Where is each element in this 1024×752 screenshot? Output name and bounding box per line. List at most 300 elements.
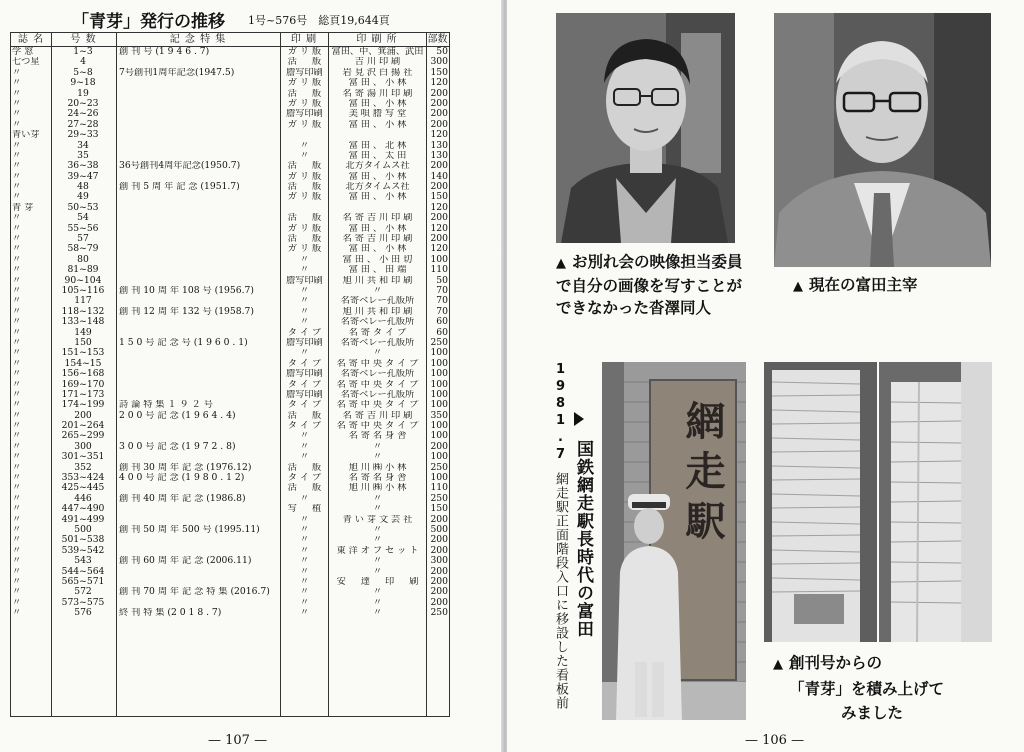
photo-tomita-present <box>774 13 991 267</box>
table-row <box>11 265 449 275</box>
table-cell-copies: 100 <box>430 358 448 369</box>
table-cell-print: 活 版 <box>287 213 322 224</box>
table-cell-no: 300 <box>74 441 92 452</box>
table-row <box>11 307 449 317</box>
table-row <box>11 317 449 327</box>
table-cell-printer: 名 寄 吉 川 印 刷 <box>342 234 413 245</box>
table-cell-no: 174~199 <box>61 400 105 411</box>
table-cell-name: 〃 <box>12 296 22 307</box>
table-cell-name: 〃 <box>12 150 22 161</box>
table-row <box>11 192 449 202</box>
table-cell-copies: 200 <box>430 597 448 608</box>
table-cell-copies: 250 <box>430 337 448 348</box>
table-cell-printer: 〃 <box>372 556 383 567</box>
table-cell-name: 〃 <box>12 317 22 328</box>
table-row <box>11 380 449 390</box>
left-page <box>0 0 503 752</box>
table-cell-name: 〃 <box>12 400 22 411</box>
page-subtitle: 1号~576号 総頁19,644頁 <box>248 14 390 27</box>
table-cell-print: 〃 <box>299 545 310 556</box>
table-cell-name: 〃 <box>12 410 22 421</box>
table-cell-no: 35 <box>77 150 89 161</box>
table-cell-copies: 150 <box>430 67 448 78</box>
table-cell-printer: 吉 川 印 刷 <box>354 57 401 68</box>
page-number-left: — 107 — <box>208 733 268 748</box>
table-cell-copies: 120 <box>430 78 448 89</box>
table-cell-name: 〃 <box>12 452 22 463</box>
table-cell-copies: 100 <box>430 389 448 400</box>
table-row <box>11 359 449 369</box>
table-cell-copies: 130 <box>430 140 448 151</box>
table-cell-no: 105~116 <box>61 285 105 296</box>
station-photo-date: 1981.7 <box>553 362 568 464</box>
table-cell-copies: 200 <box>430 234 448 245</box>
caption-station-master: 国鉄網走駅長時代の富田 <box>573 440 593 638</box>
table-cell-copies: 50 <box>436 47 448 57</box>
table-cell-copies: 200 <box>430 182 448 193</box>
table-row <box>11 473 449 483</box>
abashiri-station-sign: 網走駅 <box>679 400 726 550</box>
table-cell-print: 活 版 <box>287 410 322 421</box>
header-printer: 印 刷 所 <box>356 34 398 45</box>
page-title: 「青芽」発行の推移 <box>72 12 225 32</box>
table-cell-name: 〃 <box>12 337 22 348</box>
table-row <box>11 400 449 410</box>
triangle-up-icon: ▲ <box>773 657 783 672</box>
table-cell-print: 謄写印刷 <box>286 109 323 120</box>
table-row <box>11 68 449 78</box>
table-cell-no: 154~15 <box>64 358 102 369</box>
table-cell-print: ガ リ 版 <box>287 223 322 234</box>
table-cell-no: 39~47 <box>67 171 99 182</box>
table-cell-copies: 100 <box>430 254 448 265</box>
table-cell-printer: 美 唄 謄 写 堂 <box>348 109 407 120</box>
table-cell-name: 〃 <box>12 140 22 151</box>
table-cell-printer: 富 田 、 小 林 <box>348 98 407 109</box>
table-cell-print: タ イ プ <box>287 358 322 369</box>
table-cell-no: 501~538 <box>61 535 105 546</box>
table-cell-no: 500 <box>74 524 92 535</box>
table-cell-printer: 〃 <box>372 535 383 546</box>
table-cell-printer: 名 寄 吉 川 印 刷 <box>342 410 413 421</box>
table-cell-no: 149 <box>74 327 92 338</box>
table-cell-copies: 200 <box>430 161 448 172</box>
table-row <box>11 577 449 587</box>
table-cell-name: 〃 <box>12 369 22 380</box>
table-cell-copies: 200 <box>430 535 448 546</box>
table-cell-no: 90~104 <box>64 275 102 286</box>
table-cell-copies: 200 <box>430 213 448 224</box>
header-issue-number: 号 数 <box>70 34 97 45</box>
table-cell-name: 〃 <box>12 109 22 120</box>
table-row <box>11 213 449 223</box>
table-cell-printer: 富 田 、 小 林 <box>348 78 407 89</box>
table-cell-printer: 〃 <box>372 524 383 535</box>
table-cell-print: 活 版 <box>287 462 322 473</box>
table-cell-no: 81~89 <box>67 265 99 276</box>
photo-magazine-stack-left <box>764 362 877 642</box>
table-cell-printer: 〃 <box>372 348 383 359</box>
table-cell-print: 〃 <box>299 431 310 442</box>
table-cell-copies: 250 <box>430 493 448 504</box>
table-cell-name: 〃 <box>12 223 22 234</box>
table-cell-printer: 〃 <box>372 587 383 598</box>
table-cell-memo: 創 刊 60 周 年 記 念 (2006.11) <box>119 556 252 567</box>
table-cell-print: 活 版 <box>287 161 322 172</box>
table-cell-print: 活 版 <box>287 88 322 99</box>
table-cell-print: ガ リ 版 <box>287 192 322 203</box>
table-cell-print: 謄写印刷 <box>286 275 323 286</box>
table-cell-copies: 200 <box>430 119 448 130</box>
table-cell-copies: 350 <box>430 410 448 421</box>
table-cell-no: 20~23 <box>67 98 99 109</box>
table-cell-print: 〃 <box>299 587 310 598</box>
table-cell-printer: 名寄ベレー孔版所 <box>340 369 415 380</box>
table-cell-name: 〃 <box>12 514 22 525</box>
table-cell-print: 〃 <box>299 493 310 504</box>
table-cell-no: 543 <box>74 556 92 567</box>
table-row <box>11 494 449 504</box>
table-cell-name: 〃 <box>12 493 22 504</box>
table-cell-name: 〃 <box>12 161 22 172</box>
table-cell-printer: 富田、中、箕浦、武田 <box>331 47 424 57</box>
table-cell-copies: 200 <box>430 587 448 598</box>
table-cell-name: 〃 <box>12 566 22 577</box>
triangle-right-icon <box>574 412 584 426</box>
table-cell-print: タ イ プ <box>287 400 322 411</box>
table-cell-name: 〃 <box>12 119 22 130</box>
table-cell-no: 133~148 <box>61 317 105 328</box>
table-cell-printer: 名 寄 名 身 舎 <box>348 473 407 484</box>
table-cell-no: 572 <box>74 587 92 598</box>
page-number-right: — 106 — <box>745 733 805 748</box>
table-cell-print: 〃 <box>299 556 310 567</box>
table-cell-name: 〃 <box>12 535 22 546</box>
table-cell-name: 〃 <box>12 504 22 515</box>
table-row <box>11 161 449 171</box>
table-row <box>11 515 449 525</box>
table-cell-no: 48 <box>77 182 89 193</box>
table-cell-name: 七つ星 <box>12 57 40 68</box>
table-cell-no: 27~28 <box>67 119 99 130</box>
caption-magazine-stack: ▲ 創刊号からの 「青芽」を積み上げて みました <box>773 654 945 722</box>
table-cell-copies: 100 <box>430 348 448 359</box>
table-cell-print: ガ リ 版 <box>287 244 322 255</box>
table-cell-no: 544~564 <box>61 566 105 577</box>
table-row <box>11 99 449 109</box>
table-cell-no: 34 <box>77 140 89 151</box>
table-row <box>11 587 449 597</box>
table-cell-name: 〃 <box>12 358 22 369</box>
table-row <box>11 286 449 296</box>
table-cell-print: 〃 <box>299 514 310 525</box>
table-cell-printer: 富 田 、 小 林 <box>348 192 407 203</box>
table-cell-copies: 140 <box>430 171 448 182</box>
table-cell-no: 265~299 <box>61 431 105 442</box>
table-cell-copies: 300 <box>430 556 448 567</box>
table-cell-print: 〃 <box>299 140 310 151</box>
table-cell-no: 447~490 <box>61 504 105 515</box>
table-cell-no: 19 <box>77 88 89 99</box>
table-cell-no: 24~26 <box>67 109 99 120</box>
table-row <box>11 151 449 161</box>
table-cell-printer: 名寄ベレー孔版所 <box>340 317 415 328</box>
table-cell-no: 201~264 <box>61 421 105 432</box>
table-cell-name: 青 芽 <box>12 202 34 213</box>
table-cell-no: 55~56 <box>67 223 99 234</box>
table-cell-copies: 200 <box>430 576 448 587</box>
table-cell-print: 〃 <box>299 306 310 317</box>
table-cell-name: 〃 <box>12 244 22 255</box>
table-cell-copies: 100 <box>430 379 448 390</box>
table-cell-no: 446 <box>74 493 92 504</box>
table-cell-no: 353~424 <box>61 473 105 484</box>
table-cell-name: 〃 <box>12 421 22 432</box>
table-cell-print: 〃 <box>299 265 310 276</box>
table-cell-copies: 150 <box>430 504 448 515</box>
table-cell-printer: 富 田 、 小 林 <box>348 223 407 234</box>
table-cell-printer: 〃 <box>372 285 383 296</box>
table-cell-printer: 名寄ベレー孔版所 <box>340 296 415 307</box>
table-cell-no: 9~18 <box>70 78 96 89</box>
table-cell-print: 〃 <box>299 285 310 296</box>
table-cell-print: 〃 <box>299 597 310 608</box>
table-cell-no: 58~79 <box>67 244 99 255</box>
table-cell-no: 29~33 <box>67 130 99 141</box>
table-cell-printer: 名 寄 名 身 舎 <box>348 431 407 442</box>
photo-kutsuzawa <box>556 13 735 243</box>
publication-history-table <box>10 32 450 717</box>
table-cell-no: 200 <box>74 410 92 421</box>
table-cell-print: 〃 <box>299 348 310 359</box>
table-cell-name: 〃 <box>12 254 22 265</box>
table-cell-copies: 70 <box>436 296 448 307</box>
table-row <box>11 369 449 379</box>
table-cell-copies: 200 <box>430 566 448 577</box>
table-cell-print: ガ リ 版 <box>287 98 322 109</box>
table-row <box>11 546 449 556</box>
table-cell-name: 〃 <box>12 524 22 535</box>
table-cell-printer: 富 田 、 太 田 <box>348 150 407 161</box>
table-cell-print: 活 版 <box>287 182 322 193</box>
table-row <box>11 109 449 119</box>
table-cell-printer: 名 寄 中 央 タ イ プ <box>336 358 419 369</box>
table-cell-print: 謄写印刷 <box>286 369 323 380</box>
table-cell-printer: 岩 見 沢 白 揚 社 <box>342 67 413 78</box>
table-cell-copies: 70 <box>436 306 448 317</box>
table-cell-copies: 120 <box>430 223 448 234</box>
table-row <box>11 452 449 462</box>
table-cell-printer: 東 洋 オ フ セ ッ ト <box>336 545 419 556</box>
table-cell-no: 171~173 <box>61 389 105 400</box>
table-cell-print: 〃 <box>299 576 310 587</box>
table-cell-print: 活 版 <box>287 483 322 494</box>
table-cell-printer: 名 寄 中 央 タ イ プ <box>336 400 419 411</box>
table-cell-no: 573~575 <box>61 597 105 608</box>
table-row <box>11 411 449 421</box>
table-cell-memo: 創 刊 50 周 年 500 号 (1995.11) <box>119 524 260 535</box>
table-row <box>11 182 449 192</box>
table-row <box>11 338 449 348</box>
table-cell-printer: 北方タイムス社 <box>345 161 410 172</box>
table-row <box>11 203 449 213</box>
table-cell-memo: 創 刊 号 (1 9 4 6 . 7) <box>119 47 210 57</box>
table-cell-print: ガ リ 版 <box>287 171 322 182</box>
table-cell-name: 〃 <box>12 576 22 587</box>
table-cell-copies: 100 <box>430 400 448 411</box>
table-cell-print: 〃 <box>299 566 310 577</box>
table-row <box>11 89 449 99</box>
table-cell-copies: 110 <box>430 483 448 494</box>
table-row <box>11 608 449 618</box>
table-cell-no: 117 <box>74 296 92 307</box>
table-cell-copies: 200 <box>430 88 448 99</box>
table-cell-print: 写 植 <box>287 504 322 515</box>
table-cell-copies: 130 <box>430 150 448 161</box>
table-cell-no: 150 <box>74 337 92 348</box>
table-cell-name: 〃 <box>12 441 22 452</box>
table-cell-memo: 終 刊 特 集 (2 0 1 8 . 7) <box>119 608 222 619</box>
table-cell-printer: 富 田 、 小 林 <box>348 171 407 182</box>
table-row <box>11 504 449 514</box>
table-cell-no: 491~499 <box>61 514 105 525</box>
table-cell-printer: 〃 <box>372 441 383 452</box>
table-row <box>11 120 449 130</box>
table-cell-memo: 創 刊 12 周 年 132 号 (1958.7) <box>119 306 254 317</box>
table-cell-memo: 7号創刊1周年記念(1947.5) <box>119 67 235 78</box>
table-cell-memo: 36号創刊4周年記念(1950.7) <box>119 161 241 172</box>
caption-tomita-present: ▲ 現在の富田主宰 <box>793 276 918 294</box>
table-cell-copies: 100 <box>430 473 448 484</box>
header-print-method: 印 刷 <box>290 34 318 45</box>
table-cell-print: 〃 <box>299 150 310 161</box>
table-cell-printer: 名 寄 吉 川 印 刷 <box>342 213 413 224</box>
table-cell-printer: 〃 <box>372 493 383 504</box>
table-cell-print: タ イ プ <box>287 327 322 338</box>
table-row <box>11 130 449 140</box>
table-cell-print: 活 版 <box>287 57 322 68</box>
table-cell-name: 〃 <box>12 88 22 99</box>
table-cell-printer: 安 達 印 刷 <box>336 576 419 587</box>
table-cell-copies: 200 <box>430 545 448 556</box>
table-cell-print: 〃 <box>299 524 310 535</box>
right-page <box>507 0 1024 752</box>
table-cell-name: 〃 <box>12 587 22 598</box>
table-cell-no: 80 <box>77 254 89 265</box>
table-cell-copies: 100 <box>430 421 448 432</box>
table-cell-memo: 1 5 0 号 記 念 号 (1 9 6 0 . 1) <box>119 337 248 348</box>
table-cell-no: 352 <box>74 462 92 473</box>
table-cell-memo: 3 0 0 号 記 念 (1 9 7 2 . 8) <box>119 441 236 452</box>
table-cell-no: 565~571 <box>61 576 105 587</box>
table-row <box>11 141 449 151</box>
triangle-up-icon: ▲ <box>793 279 803 294</box>
table-cell-copies: 500 <box>430 524 448 535</box>
table-cell-name: 〃 <box>12 556 22 567</box>
table-cell-name: 〃 <box>12 98 22 109</box>
table-cell-name: 〃 <box>12 171 22 182</box>
table-cell-copies: 200 <box>430 109 448 120</box>
table-row <box>11 255 449 265</box>
table-cell-name: 〃 <box>12 379 22 390</box>
table-cell-printer: 富 田 、 小 林 <box>348 119 407 130</box>
table-cell-printer: 〃 <box>372 452 383 463</box>
table-cell-printer: 富 田 、 北 林 <box>348 140 407 151</box>
table-cell-memo: 4 0 0 号 記 念 (1 9 8 0 . 1 2) <box>119 473 245 484</box>
table-cell-printer: 〃 <box>372 608 383 619</box>
table-cell-name: 〃 <box>12 608 22 619</box>
table-cell-copies: 120 <box>430 130 448 141</box>
triangle-up-icon: ▲ <box>556 256 566 271</box>
table-row <box>11 556 449 566</box>
table-cell-copies: 200 <box>430 441 448 452</box>
table-cell-copies: 100 <box>430 431 448 442</box>
table-cell-print: 〃 <box>299 608 310 619</box>
table-cell-name: 〃 <box>12 306 22 317</box>
table-row <box>11 57 449 67</box>
table-cell-name: 〃 <box>12 473 22 484</box>
table-cell-print: 謄写印刷 <box>286 389 323 400</box>
table-cell-copies: 120 <box>430 202 448 213</box>
table-cell-printer: 〃 <box>372 597 383 608</box>
table-cell-printer: 富 田 、 田 端 <box>348 265 407 276</box>
table-cell-name: 〃 <box>12 545 22 556</box>
table-row <box>11 431 449 441</box>
photo-abashiri-station <box>602 362 746 720</box>
table-cell-memo: 創 刊 70 周 年 記 念 特 集 (2016.7) <box>119 587 270 598</box>
table-cell-name: 〃 <box>12 275 22 286</box>
table-cell-memo: 創 刊 10 周 年 108 号 (1956.7) <box>119 285 254 296</box>
table-cell-name: 〃 <box>12 182 22 193</box>
table-cell-copies: 120 <box>430 244 448 255</box>
table-cell-memo: 創 刊 30 周 年 記 念 (1976.12) <box>119 462 252 473</box>
table-cell-name: 学 窓 <box>12 47 34 57</box>
table-cell-name: 〃 <box>12 483 22 494</box>
table-cell-copies: 60 <box>436 317 448 328</box>
table-cell-printer: 名寄ベレー孔版所 <box>340 337 415 348</box>
table-cell-copies: 60 <box>436 327 448 338</box>
table-cell-copies: 100 <box>430 452 448 463</box>
table-cell-no: 49 <box>77 192 89 203</box>
table-row <box>11 276 449 286</box>
table-cell-print: タ イ プ <box>287 379 322 390</box>
table-cell-print: 活 版 <box>287 234 322 245</box>
table-cell-copies: 200 <box>430 98 448 109</box>
table-cell-name: 〃 <box>12 327 22 338</box>
table-cell-printer: 名 寄 タ イ プ <box>348 327 407 338</box>
table-cell-no: 151~153 <box>61 348 105 359</box>
table-cell-printer: 名 寄 湯 川 印 刷 <box>342 88 413 99</box>
table-cell-no: 4 <box>80 57 86 68</box>
table-row <box>11 234 449 244</box>
table-row <box>11 348 449 358</box>
table-cell-printer: 名寄ベレー孔版所 <box>340 389 415 400</box>
table-row <box>11 296 449 306</box>
table-cell-copies: 200 <box>430 514 448 525</box>
table-cell-name: 〃 <box>12 78 22 89</box>
table-cell-printer: 名 寄 中 央 タ イ プ <box>336 379 419 390</box>
header-magazine-name: 誌 名 <box>17 34 45 45</box>
table-cell-no: 169~170 <box>61 379 105 390</box>
table-row <box>11 224 449 234</box>
table-cell-printer: 〃 <box>372 566 383 577</box>
table-cell-copies: 250 <box>430 462 448 473</box>
header-copies: 部数 <box>427 34 448 45</box>
table-cell-memo: 創 刊 40 周 年 記 念 (1986.8) <box>119 493 246 504</box>
table-cell-copies: 250 <box>430 608 448 619</box>
photo-magazine-stack-right <box>879 362 992 642</box>
table-cell-printer: 名 寄 中 央 タ イ プ <box>336 421 419 432</box>
